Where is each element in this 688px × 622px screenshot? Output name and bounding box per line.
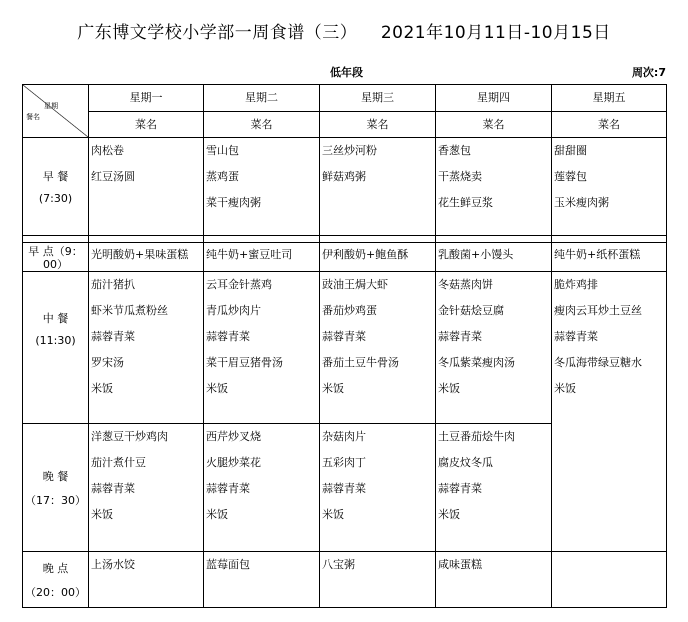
lunch-thu: 冬菇蒸肉饼 金针菇烩豆腐 蒜蓉青菜 冬瓜紫菜瘦肉汤 米饭 — [436, 272, 552, 424]
menu-table — [22, 84, 667, 608]
evening-snack-wed: 八宝粥 — [320, 552, 436, 608]
breakfast-row — [23, 138, 667, 236]
morning-snack-wed: 伊利酸奶+鲍鱼酥 — [320, 243, 436, 272]
dish-header: 菜名 — [89, 112, 204, 138]
day-header-thu: 星期四 — [436, 85, 552, 112]
grade-label: 低年段 — [330, 66, 363, 79]
morning-snack-row — [23, 243, 667, 272]
day-header-row — [23, 85, 667, 112]
dinner-thu: 土豆番茄烩牛肉 腐皮炆冬瓜 蒜蓉青菜 米饭 — [436, 424, 552, 552]
lunch-tue: 云耳金针蒸鸡 青瓜炒肉片 蒜蓉青菜 菜干眉豆猪骨汤 米饭 — [204, 272, 320, 424]
day-header-tue: 星期二 — [204, 85, 320, 112]
dinner-mon: 洋葱豆干炒鸡肉 茄汁煮什豆 蒜蓉青菜 米饭 — [89, 424, 204, 552]
dish-header-row — [23, 112, 667, 138]
dish-header: 菜名 — [436, 112, 552, 138]
morning-snack-tue: 纯牛奶+蜜豆吐司 — [204, 243, 320, 272]
meal-label-lunch: 中 餐 (11:30) — [23, 272, 89, 424]
week-label: 周次:7 — [631, 66, 666, 79]
dinner-wed: 杂菇肉片 五彩肉丁 蒜蓉青菜 米饭 — [320, 424, 436, 552]
morning-snack-fri: 纯牛奶+纸杯蛋糕 — [552, 243, 667, 272]
evening-snack-mon: 上汤水饺 — [89, 552, 204, 608]
lunch-mon: 茄汁猪扒 虾米节瓜煮粉丝 蒜蓉青菜 罗宋汤 米饭 — [89, 272, 204, 424]
meal-label-evening-snack: 晚 点 （20：00） — [23, 552, 89, 608]
morning-snack-mon: 光明酸奶+果味蛋糕 — [89, 243, 204, 272]
dish-header: 菜名 — [320, 112, 436, 138]
breakfast-thu: 香葱包 干蒸烧卖 花生鲜豆浆 — [436, 138, 552, 236]
meal-label-dinner: 晚 餐 （17：30） — [23, 424, 89, 552]
morning-snack-thu: 乳酸菌+小馒头 — [436, 243, 552, 272]
evening-snack-row — [23, 552, 667, 608]
breakfast-wed: 三丝炒河粉 鲜菇鸡粥 — [320, 138, 436, 236]
spacer-row — [23, 236, 667, 243]
evening-snack-tue: 蓝莓面包 — [204, 552, 320, 608]
lunch-wed: 豉油王焗大虾 番茄炒鸡蛋 蒜蓉青菜 番茄土豆牛骨汤 米饭 — [320, 272, 436, 424]
meal-label-morning-snack: 早 点（9：00） — [23, 243, 89, 272]
breakfast-mon: 肉松卷 红豆汤圆 — [89, 138, 204, 236]
dish-header: 菜名 — [204, 112, 320, 138]
breakfast-fri: 甜甜圈 莲蓉包 玉米瘦肉粥 — [552, 138, 667, 236]
lunch-row — [23, 272, 667, 424]
day-header-fri: 星期五 — [552, 85, 667, 112]
dish-header: 菜名 — [552, 112, 667, 138]
lunch-dinner-fri: 脆炸鸡排 瘦肉云耳炒土豆丝 蒜蓉青菜 冬瓜海带绿豆糖水 米饭 — [552, 272, 667, 552]
meal-label-breakfast: 早 餐 (7:30) — [23, 138, 89, 236]
corner-weekday-label: 星期 — [44, 102, 58, 110]
day-header-mon: 星期一 — [89, 85, 204, 112]
day-header-wed: 星期三 — [320, 85, 436, 112]
corner-cell — [23, 85, 89, 138]
dinner-tue: 西芹炒叉烧 火腿炒菜花 蒜蓉青菜 米饭 — [204, 424, 320, 552]
evening-snack-thu: 咸味蛋糕 — [436, 552, 552, 608]
corner-meal-label: 餐名 — [26, 113, 40, 121]
page-title: 广东博文学校小学部一周食谱（三） 2021年10月11日-10月15日 — [77, 23, 611, 43]
breakfast-tue: 雪山包 蒸鸡蛋 菜干瘦肉粥 — [204, 138, 320, 236]
evening-snack-fri — [552, 552, 667, 608]
